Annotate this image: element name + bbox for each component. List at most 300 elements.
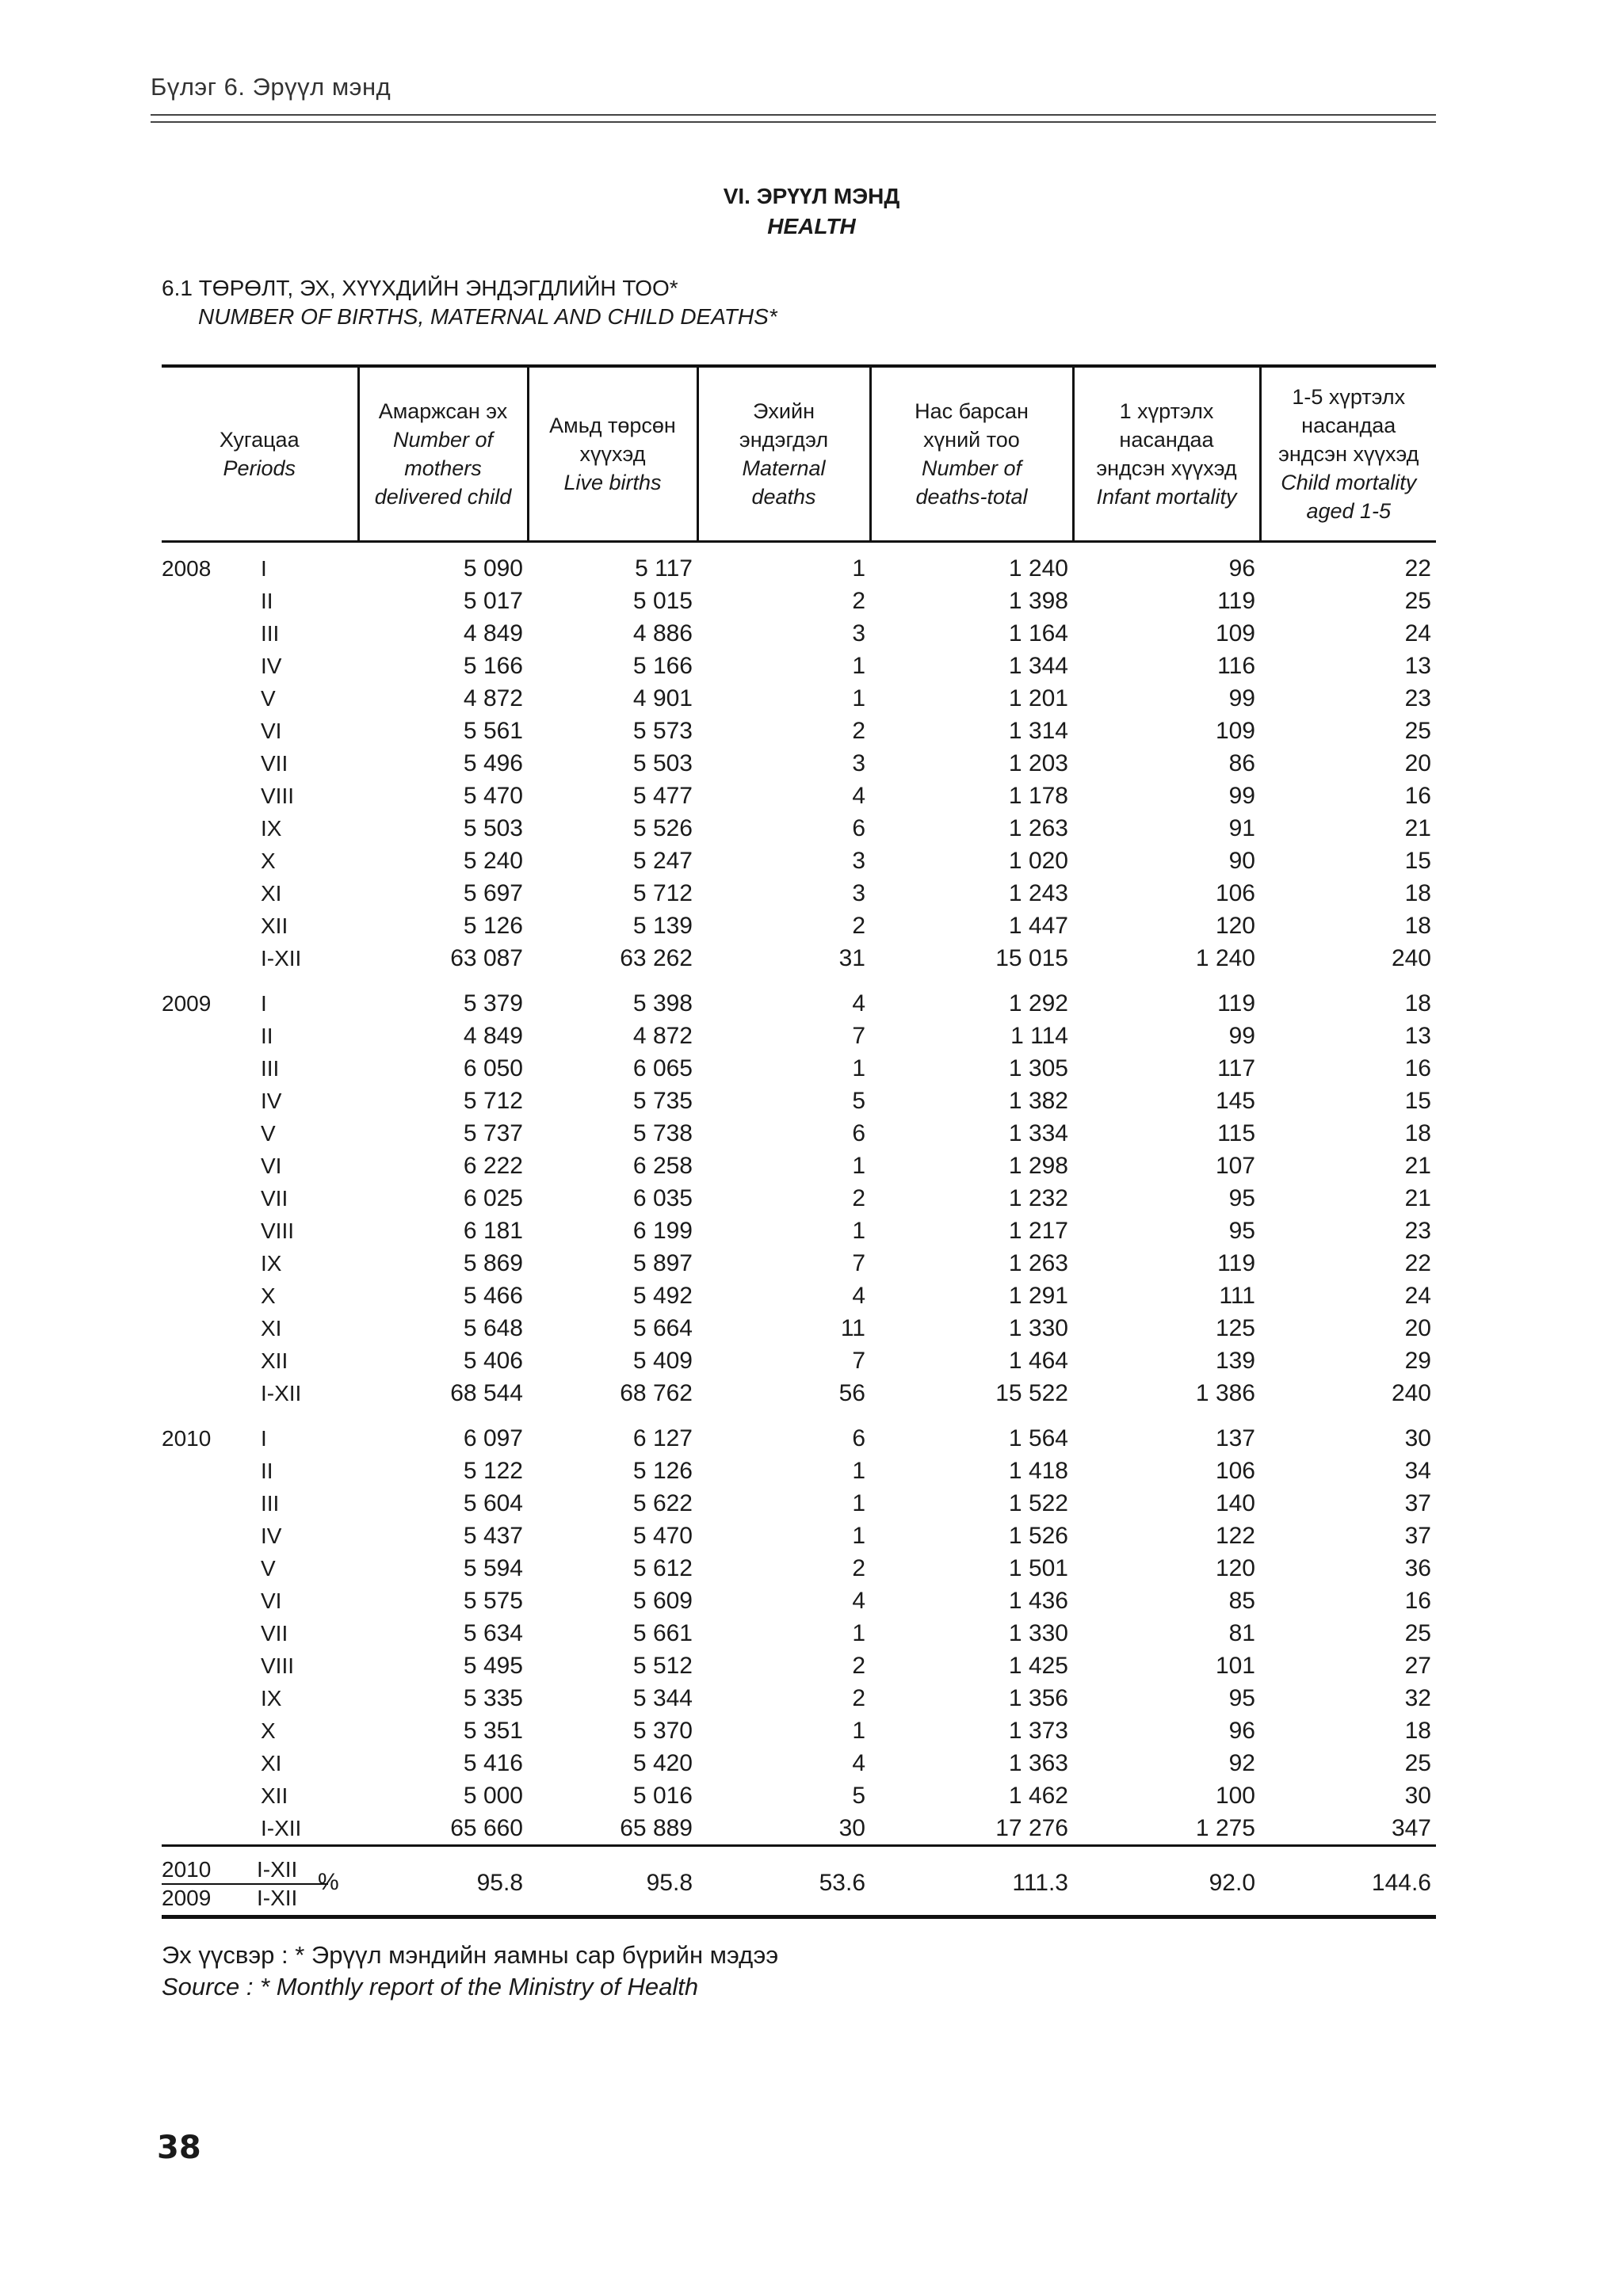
table-row: [162, 1714, 1436, 1747]
column-header-en-line: deaths: [751, 485, 816, 509]
value-cell: 5 420: [632, 1750, 693, 1776]
value-cell: 116: [1217, 653, 1255, 679]
value-cell: 17 276: [995, 1815, 1068, 1841]
value-cell: 5 409: [632, 1348, 693, 1374]
column-header-mn-line: Эхийн: [753, 399, 815, 423]
year-label: 2008: [162, 556, 212, 581]
period-cell: [162, 1409, 358, 1455]
column-header-mn-line: Амаржсан эх: [378, 399, 508, 423]
table-row: [162, 974, 1436, 1020]
month-label: X: [261, 1718, 276, 1743]
value-cell: 5 017: [463, 588, 523, 614]
value-cell: 6: [852, 815, 865, 841]
month-label: V: [261, 1121, 276, 1146]
value-cell: 2: [852, 1685, 865, 1711]
period-cell: [162, 974, 358, 1020]
value-cell: 5 503: [463, 815, 523, 841]
value-cell: 1 330: [1008, 1620, 1068, 1646]
value-cell: 101: [1215, 1653, 1255, 1679]
value-cell: 18: [1404, 913, 1431, 939]
value-cell: 5 664: [632, 1315, 693, 1341]
value-cell: 1 305: [1008, 1055, 1068, 1081]
value-cell: 34: [1404, 1458, 1431, 1484]
table-row: [162, 650, 1436, 682]
value-cell: 2: [852, 588, 865, 614]
value-cell: 22: [1404, 1250, 1431, 1276]
period-cell: [162, 617, 358, 650]
month-label: VIII: [261, 1653, 295, 1678]
value-cell: 1: [852, 653, 865, 679]
value-cell: 2: [852, 1185, 865, 1211]
table-body: [162, 542, 1436, 1917]
month-label: I: [261, 1426, 267, 1451]
table-row: [162, 1409, 1436, 1455]
value-cell: 16: [1404, 1588, 1431, 1614]
percent-unit: %: [318, 1869, 339, 1895]
value-cell: 2: [852, 1653, 865, 1679]
section-subtitle: HEALTH: [767, 214, 856, 238]
value-cell: 32: [1404, 1685, 1431, 1711]
table-row: [162, 682, 1436, 715]
value-cell: 119: [1217, 990, 1255, 1016]
value-cell: 5 661: [632, 1620, 693, 1646]
source-note-mn: Эх үүсвэр : * Эрүүл мэндийн яамны сар бүрийн мэдээ: [162, 1941, 779, 1969]
value-cell: 1 114: [1010, 1023, 1068, 1049]
value-cell: 4 849: [463, 620, 523, 646]
value-cell: 5 351: [463, 1718, 523, 1744]
value-cell: 1 292: [1008, 990, 1068, 1016]
period-cell: [162, 1150, 358, 1182]
column-header-3: [697, 366, 870, 542]
value-cell: 5 712: [463, 1088, 523, 1114]
value-cell: 1 291: [1008, 1283, 1068, 1309]
value-cell: 5 344: [632, 1685, 693, 1711]
table-row: [162, 1552, 1436, 1585]
value-cell: 25: [1404, 588, 1431, 614]
value-cell: 2: [852, 718, 865, 744]
value-cell: 2: [852, 913, 865, 939]
percent-value-cell: 95.8: [358, 1846, 528, 1917]
value-cell: 5 016: [632, 1783, 693, 1809]
value-cell: 109: [1215, 620, 1255, 646]
value-cell: 18: [1404, 990, 1431, 1016]
value-cell: 27: [1404, 1653, 1431, 1679]
value-cell: 115: [1217, 1120, 1255, 1146]
column-header-mn-line: насандаа: [1119, 428, 1214, 452]
value-cell: 1: [852, 1218, 865, 1244]
value-cell: 15: [1404, 1088, 1431, 1114]
month-label: XI: [261, 1316, 282, 1341]
month-label: IV: [261, 1089, 282, 1113]
header-rule-top: [151, 114, 1436, 116]
value-cell: 5 612: [632, 1555, 693, 1581]
value-cell: 5 526: [632, 815, 693, 841]
column-header-en-line: Maternal: [742, 456, 826, 480]
value-cell: 1 363: [1008, 1750, 1068, 1776]
value-cell: 6 050: [463, 1055, 523, 1081]
month-label: V: [261, 686, 276, 711]
value-cell: 65 660: [450, 1815, 523, 1841]
period-cell: [162, 910, 358, 942]
period-cell: [162, 1585, 358, 1617]
value-cell: 4: [852, 990, 865, 1016]
value-cell: 25: [1404, 1620, 1431, 1646]
value-cell: 4: [852, 1588, 865, 1614]
table-row: [162, 812, 1436, 845]
value-cell: 1 447: [1008, 913, 1068, 939]
value-cell: 29: [1404, 1348, 1431, 1374]
value-cell: 6 199: [632, 1218, 693, 1244]
month-label: VI: [261, 1589, 282, 1613]
value-cell: 120: [1215, 1555, 1255, 1581]
value-cell: 139: [1215, 1348, 1255, 1374]
table-title: 6.1 ТӨРӨЛТ, ЭХ, ХҮҮХДИЙН ЭНДЭГДЛИЙН ТОО*: [162, 276, 678, 300]
value-cell: 2: [852, 1555, 865, 1581]
table-row: [162, 1247, 1436, 1280]
value-cell: 96: [1228, 1718, 1255, 1744]
value-cell: 95: [1228, 1685, 1255, 1711]
value-cell: 5 622: [632, 1490, 693, 1516]
value-cell: 13: [1404, 1023, 1431, 1049]
value-cell: 20: [1404, 750, 1431, 776]
value-cell: 4 872: [463, 685, 523, 711]
value-cell: 65 889: [620, 1815, 693, 1841]
table-row: [162, 1117, 1436, 1150]
value-cell: 81: [1228, 1620, 1255, 1646]
section-title: VI. ЭРҮҮЛ МЭНД: [723, 184, 900, 208]
value-cell: 5 117: [635, 555, 693, 582]
period-cell: [162, 1747, 358, 1779]
month-label: IV: [261, 654, 282, 678]
value-cell: 1 232: [1008, 1185, 1068, 1211]
running-head: Бүлэг 6. Эрүүл мэнд: [151, 73, 391, 101]
value-cell: 4 849: [463, 1023, 523, 1049]
value-cell: 5 594: [463, 1555, 523, 1581]
table-row: [162, 1150, 1436, 1182]
value-cell: 5 575: [463, 1588, 523, 1614]
value-cell: 5 470: [463, 783, 523, 809]
period-cell: [162, 845, 358, 877]
value-cell: 107: [1215, 1153, 1255, 1179]
value-cell: 4: [852, 1750, 865, 1776]
month-label: VIII: [261, 1219, 295, 1243]
value-cell: 4 886: [632, 620, 693, 646]
table-row: [162, 1052, 1436, 1085]
month-label: III: [261, 1491, 280, 1516]
value-cell: 1: [852, 685, 865, 711]
month-label: XII: [261, 913, 288, 938]
value-cell: 5 122: [463, 1458, 523, 1484]
value-cell: 4 872: [632, 1023, 693, 1049]
value-cell: 22: [1404, 555, 1431, 582]
value-cell: 1: [852, 1490, 865, 1516]
value-cell: 5 370: [632, 1718, 693, 1744]
table-row: [162, 617, 1436, 650]
table-subtitle: NUMBER OF BIRTHS, MATERNAL AND CHILD DEATHS*: [198, 304, 777, 329]
value-cell: 1 314: [1008, 718, 1068, 744]
table-row: [162, 542, 1436, 585]
value-cell: 4: [852, 1283, 865, 1309]
value-cell: 5 604: [463, 1490, 523, 1516]
value-cell: 1 398: [1008, 588, 1068, 614]
month-label: VII: [261, 1621, 288, 1646]
value-cell: 5 738: [632, 1120, 693, 1146]
period-cell: [162, 1182, 358, 1215]
value-cell: 15: [1404, 848, 1431, 874]
period-cell: [162, 585, 358, 617]
table-row: [162, 1312, 1436, 1344]
value-cell: 68 544: [450, 1380, 523, 1406]
value-cell: 31: [838, 945, 865, 971]
value-cell: 99: [1228, 1023, 1255, 1049]
value-cell: 5 166: [463, 653, 523, 679]
period-cell: [162, 1455, 358, 1487]
value-cell: 3: [852, 848, 865, 874]
value-cell: 1 564: [1008, 1425, 1068, 1451]
value-cell: 95: [1228, 1218, 1255, 1244]
column-header-mn-line: Нас барсан: [915, 399, 1029, 423]
value-cell: 111: [1219, 1283, 1255, 1309]
period-cell: [162, 1779, 358, 1812]
value-cell: 23: [1404, 1218, 1431, 1244]
month-label: IX: [261, 1251, 282, 1276]
month-label: XII: [261, 1783, 288, 1808]
value-cell: 5 573: [632, 718, 693, 744]
percent-label-cell: [162, 1846, 358, 1917]
value-cell: 5 897: [632, 1250, 693, 1276]
value-cell: 7: [852, 1250, 865, 1276]
value-cell: 86: [1228, 750, 1255, 776]
value-cell: 1 263: [1008, 1250, 1068, 1276]
value-cell: 137: [1215, 1425, 1255, 1451]
value-cell: 1 020: [1008, 848, 1068, 874]
value-cell: 1 243: [1008, 880, 1068, 906]
value-cell: 122: [1215, 1523, 1255, 1549]
month-label: XII: [261, 1348, 288, 1373]
value-cell: 1 330: [1008, 1315, 1068, 1341]
value-cell: 1: [852, 1055, 865, 1081]
value-cell: 1 462: [1008, 1783, 1068, 1809]
column-header-2: [528, 366, 697, 542]
value-cell: 36: [1404, 1555, 1431, 1581]
value-cell: 140: [1215, 1490, 1255, 1516]
month-label: VII: [261, 1186, 288, 1211]
table-row: [162, 1650, 1436, 1682]
value-cell: 7: [852, 1348, 865, 1374]
table-row: [162, 1377, 1436, 1409]
value-cell: 1 164: [1008, 620, 1068, 646]
table-row: [162, 1020, 1436, 1052]
value-cell: 6 065: [632, 1055, 693, 1081]
table-row: [162, 1344, 1436, 1377]
percent-value-cell: 53.6: [697, 1846, 870, 1917]
value-cell: 13: [1404, 653, 1431, 679]
value-cell: 1 298: [1008, 1153, 1068, 1179]
value-cell: 1 373: [1008, 1718, 1068, 1744]
month-label: II: [261, 589, 273, 613]
value-cell: 5 437: [463, 1523, 523, 1549]
value-cell: 6 258: [632, 1153, 693, 1179]
value-cell: 5 470: [632, 1523, 693, 1549]
month-label: I: [261, 991, 267, 1016]
value-cell: 5 495: [463, 1653, 523, 1679]
value-cell: 5 240: [463, 848, 523, 874]
value-cell: 5 090: [463, 555, 523, 582]
column-header-mn-line: хүүхэд: [579, 442, 646, 466]
value-cell: 1 203: [1008, 750, 1068, 776]
value-cell: 18: [1404, 1718, 1431, 1744]
value-cell: 5 398: [632, 990, 693, 1016]
value-cell: 1 526: [1008, 1523, 1068, 1549]
value-cell: 347: [1391, 1815, 1431, 1841]
value-cell: 5 869: [463, 1250, 523, 1276]
period-cell: [162, 1020, 358, 1052]
value-cell: 5 416: [463, 1750, 523, 1776]
table-row: [162, 1280, 1436, 1312]
month-label: V: [261, 1556, 276, 1581]
value-cell: 56: [838, 1380, 865, 1406]
month-label: I: [261, 556, 267, 581]
column-header-mn-line: хүний тоо: [923, 428, 1020, 452]
value-cell: 1: [852, 1718, 865, 1744]
column-header-en-line: aged 1-5: [1306, 499, 1392, 523]
value-cell: 4: [852, 783, 865, 809]
value-cell: 106: [1215, 1458, 1255, 1484]
value-cell: 6 035: [632, 1185, 693, 1211]
value-cell: 125: [1215, 1315, 1255, 1341]
value-cell: 37: [1404, 1490, 1431, 1516]
value-cell: 145: [1215, 1088, 1255, 1114]
value-cell: 21: [1404, 1153, 1431, 1179]
value-cell: 1 425: [1008, 1653, 1068, 1679]
value-cell: 5 512: [632, 1653, 693, 1679]
value-cell: 24: [1404, 620, 1431, 646]
period-cell: [162, 812, 358, 845]
value-cell: 1 334: [1008, 1120, 1068, 1146]
value-cell: 5 561: [463, 718, 523, 744]
value-cell: 1 217: [1008, 1218, 1068, 1244]
column-header-en-line: Child mortality: [1281, 471, 1417, 494]
percent-top-period: I-XII: [257, 1857, 298, 1882]
table-row: [162, 1455, 1436, 1487]
value-cell: 1: [852, 1523, 865, 1549]
column-header-mn-line: 1 хүртэлх: [1119, 399, 1214, 423]
table-row: [162, 1682, 1436, 1714]
table-row: [162, 585, 1436, 617]
value-cell: 1 356: [1008, 1685, 1068, 1711]
value-cell: 15 522: [995, 1380, 1068, 1406]
value-cell: 1 501: [1008, 1555, 1068, 1581]
period-cell: [162, 1650, 358, 1682]
month-label: IX: [261, 1686, 282, 1711]
table-row: [162, 1617, 1436, 1650]
period-cell: [162, 1552, 358, 1585]
period-cell: [162, 1344, 358, 1377]
value-cell: 25: [1404, 1750, 1431, 1776]
table-row: [162, 942, 1436, 974]
value-cell: 1 386: [1195, 1380, 1255, 1406]
value-cell: 91: [1228, 815, 1255, 841]
period-cell: [162, 682, 358, 715]
month-label: IX: [261, 816, 282, 841]
month-label: I-XII: [261, 1381, 302, 1405]
column-header-en-line: deaths-total: [915, 485, 1028, 509]
column-header-0: [162, 366, 358, 542]
value-cell: 20: [1404, 1315, 1431, 1341]
value-cell: 6 097: [463, 1425, 523, 1451]
year-label: 2010: [162, 1426, 212, 1451]
value-cell: 109: [1215, 718, 1255, 744]
value-cell: 5 735: [632, 1088, 693, 1114]
column-header-en-line: Infant mortality: [1096, 485, 1237, 509]
table-row: [162, 1085, 1436, 1117]
value-cell: 63 087: [450, 945, 523, 971]
column-header-mn-line: 1-5 хүртэлх: [1292, 385, 1406, 409]
value-cell: 5 737: [463, 1120, 523, 1146]
value-cell: 6 181: [463, 1218, 523, 1244]
month-label: I-XII: [261, 1816, 302, 1840]
value-cell: 68 762: [620, 1380, 693, 1406]
period-cell: [162, 542, 358, 585]
month-label: II: [261, 1024, 273, 1048]
value-cell: 1: [852, 555, 865, 582]
value-cell: 1: [852, 1458, 865, 1484]
value-cell: 1 275: [1195, 1815, 1255, 1841]
value-cell: 1 263: [1008, 815, 1068, 841]
value-cell: 5 634: [463, 1620, 523, 1646]
column-header-en-line: Number of: [392, 428, 494, 452]
percent-top-year: 2010: [162, 1857, 212, 1882]
value-cell: 5 015: [632, 588, 693, 614]
table-row: [162, 780, 1436, 812]
value-cell: 5 697: [463, 880, 523, 906]
period-cell: [162, 1377, 358, 1409]
value-cell: 3: [852, 750, 865, 776]
percent-value-cell: 144.6: [1260, 1846, 1436, 1917]
period-cell: [162, 1520, 358, 1552]
column-header-mn-line: эндэгдэл: [739, 428, 829, 452]
value-cell: 106: [1215, 880, 1255, 906]
value-cell: 5 648: [463, 1315, 523, 1341]
period-cell: [162, 1312, 358, 1344]
table-row: [162, 747, 1436, 780]
value-cell: 11: [840, 1315, 865, 1341]
table-row: [162, 1585, 1436, 1617]
value-cell: 30: [1404, 1783, 1431, 1809]
period-cell: [162, 1215, 358, 1247]
value-cell: 5 503: [632, 750, 693, 776]
value-cell: 7: [852, 1023, 865, 1049]
column-header-mn-line: Хугацаа: [219, 428, 300, 452]
value-cell: 1 344: [1008, 653, 1068, 679]
value-cell: 1 201: [1008, 685, 1068, 711]
month-label: II: [261, 1459, 273, 1483]
table-row: [162, 1520, 1436, 1552]
value-cell: 18: [1404, 880, 1431, 906]
period-cell: [162, 1085, 358, 1117]
column-header-1: [358, 366, 528, 542]
month-label: III: [261, 621, 280, 646]
month-label: XI: [261, 881, 282, 906]
value-cell: 240: [1391, 1380, 1431, 1406]
column-header-mn-line: эндсэн хүүхэд: [1096, 456, 1237, 480]
value-cell: 5 166: [632, 653, 693, 679]
value-cell: 5 477: [632, 783, 693, 809]
table-row: [162, 715, 1436, 747]
month-label: VII: [261, 751, 288, 776]
value-cell: 30: [838, 1815, 865, 1841]
value-cell: 119: [1217, 588, 1255, 614]
